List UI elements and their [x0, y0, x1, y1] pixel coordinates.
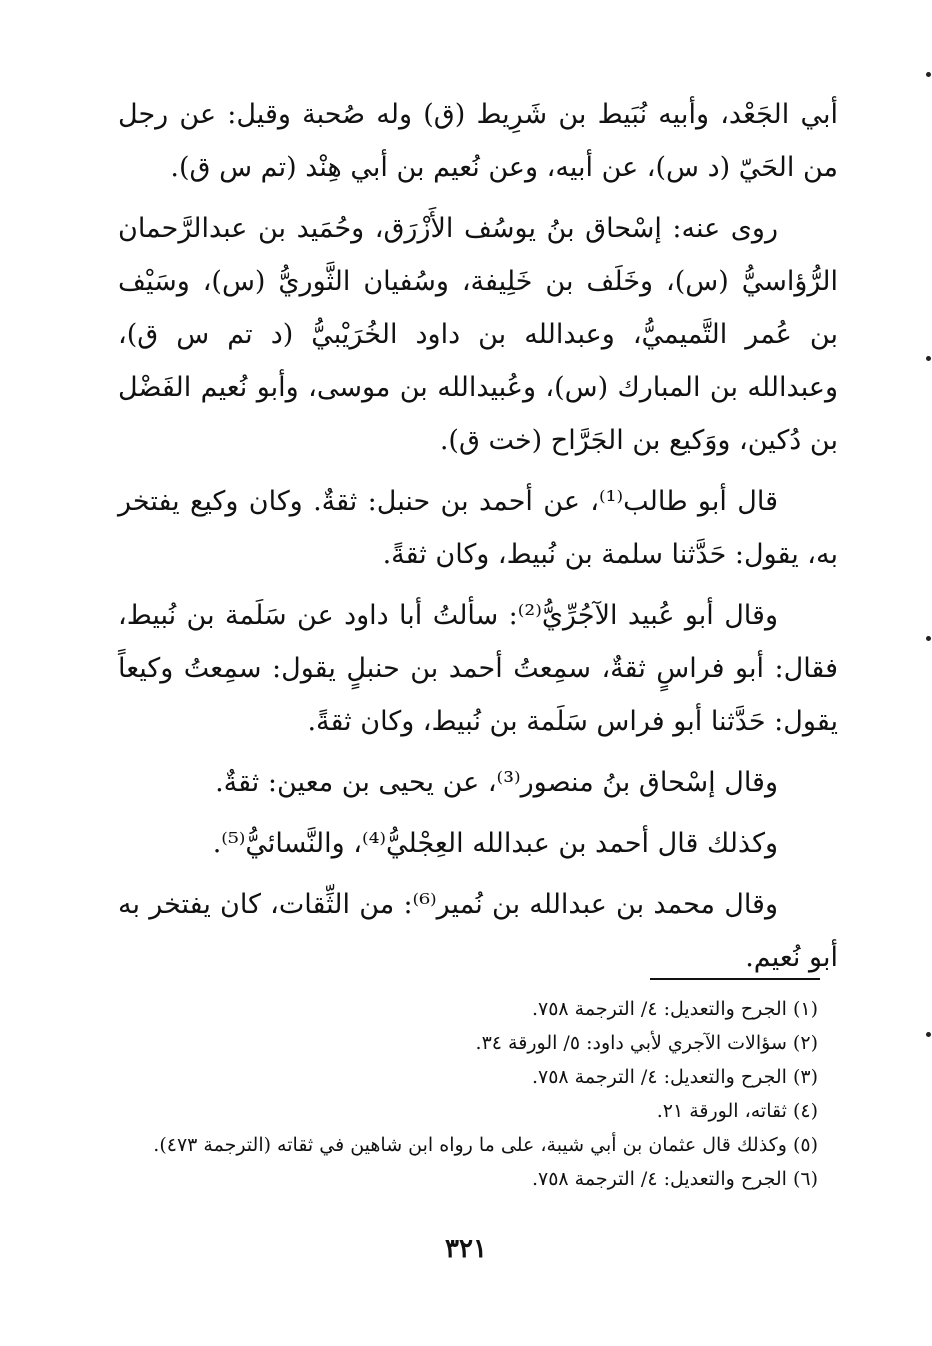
paragraph-narrators: روى عنه: إسْحاق بنُ يوسُف الأَزْرَق، وحُمَيد بن عبدالرَّحمان الرُّؤاسيُّ (س)، وخَلَف بن خَلِيفة، وسُفيان الثَّوريُّ (س)، وسَيْف بن عُمر التَّميميُّ، وعبدالله بن داود الخُرَيْبيُّ (د تم س ق)، وعبدالله بن المبارك (س)، وعُبيدالله بن موسى، وأبو نُعيم الفَضْل بن دُكين، ووَكيع بن الجَرَّاح (خت ق). [118, 213, 838, 456]
main-text [118, 88, 838, 992]
margin-mark [926, 356, 931, 361]
footnote-6: (٦) الجرح والتعديل: ٤/ الترجمة ٧٥٨. [531, 1168, 818, 1190]
paragraph-ishaq: وقال إسْحاق بنُ منصور⁽³⁾، عن يحيى بن معين: ثقةٌ. [215, 767, 778, 798]
margin-mark [926, 1032, 931, 1037]
margin-mark [926, 72, 931, 77]
footnote-5: (٥) وكذلك قال عثمان بن أبي شيبة، على ما رواه ابن شاهين في ثقاته (الترجمة ٤٧٣). [153, 1134, 818, 1156]
footnote-1: (١) الجرح والتعديل: ٤/ الترجمة ٧٥٨. [531, 998, 818, 1020]
margin-mark [926, 636, 931, 641]
footnote-3: (٣) الجرح والتعديل: ٤/ الترجمة ٧٥٨. [531, 1066, 818, 1088]
footnotes [118, 992, 818, 1196]
paragraph-numayr: وقال محمد بن عبدالله بن نُمير⁽⁶⁾: من الثِّقات، كان يفتخر به أبو نُعيم. [118, 889, 838, 973]
footnote-4: (٤) ثقاته، الورقة ٢١. [656, 1100, 818, 1122]
paragraph-1: أبي الجَعْد، وأبيه نُبَيط بن شَرِيط (ق) وله صُحبة وقيل: عن رجل من الحَيّ (د س)، عن أبيه، وعن نُعيم بن أبي هِنْد (تم س ق). [118, 99, 838, 183]
paragraph-abu-talib: قال أبو طالب⁽¹⁾، عن أحمد بن حنبل: ثقةٌ. وكان وكيع يفتخر به، يقول: حَدَّثنا سلمة بن نُبيط، وكان ثقةً. [118, 486, 838, 570]
paragraph-ijli: وكذلك قال أحمد بن عبدالله العِجْليُّ⁽⁴⁾، والنَّسائيُّ⁽⁵⁾. [212, 828, 778, 859]
paragraph-ajurri: وقال أبو عُبيد الآجُرِّيُّ⁽²⁾: سألتُ أبا داود عن سَلَمة بن نُبيط، فقال: أبو فراسٍ ثقةٌ، سمِعتُ أحمد بن حنبلٍ يقول: سمِعتُ وكيعاً يقول: حَدَّثنا أبو فراس سَلَمة بن نُبيط، وكان ثقةً. [118, 600, 838, 737]
page-number: ٣٢١ [445, 1234, 487, 1264]
footnote-divider [650, 978, 820, 980]
footnote-2: (٢) سؤالات الآجري لأبي داود: ٥/ الورقة ٣٤. [475, 1032, 818, 1054]
